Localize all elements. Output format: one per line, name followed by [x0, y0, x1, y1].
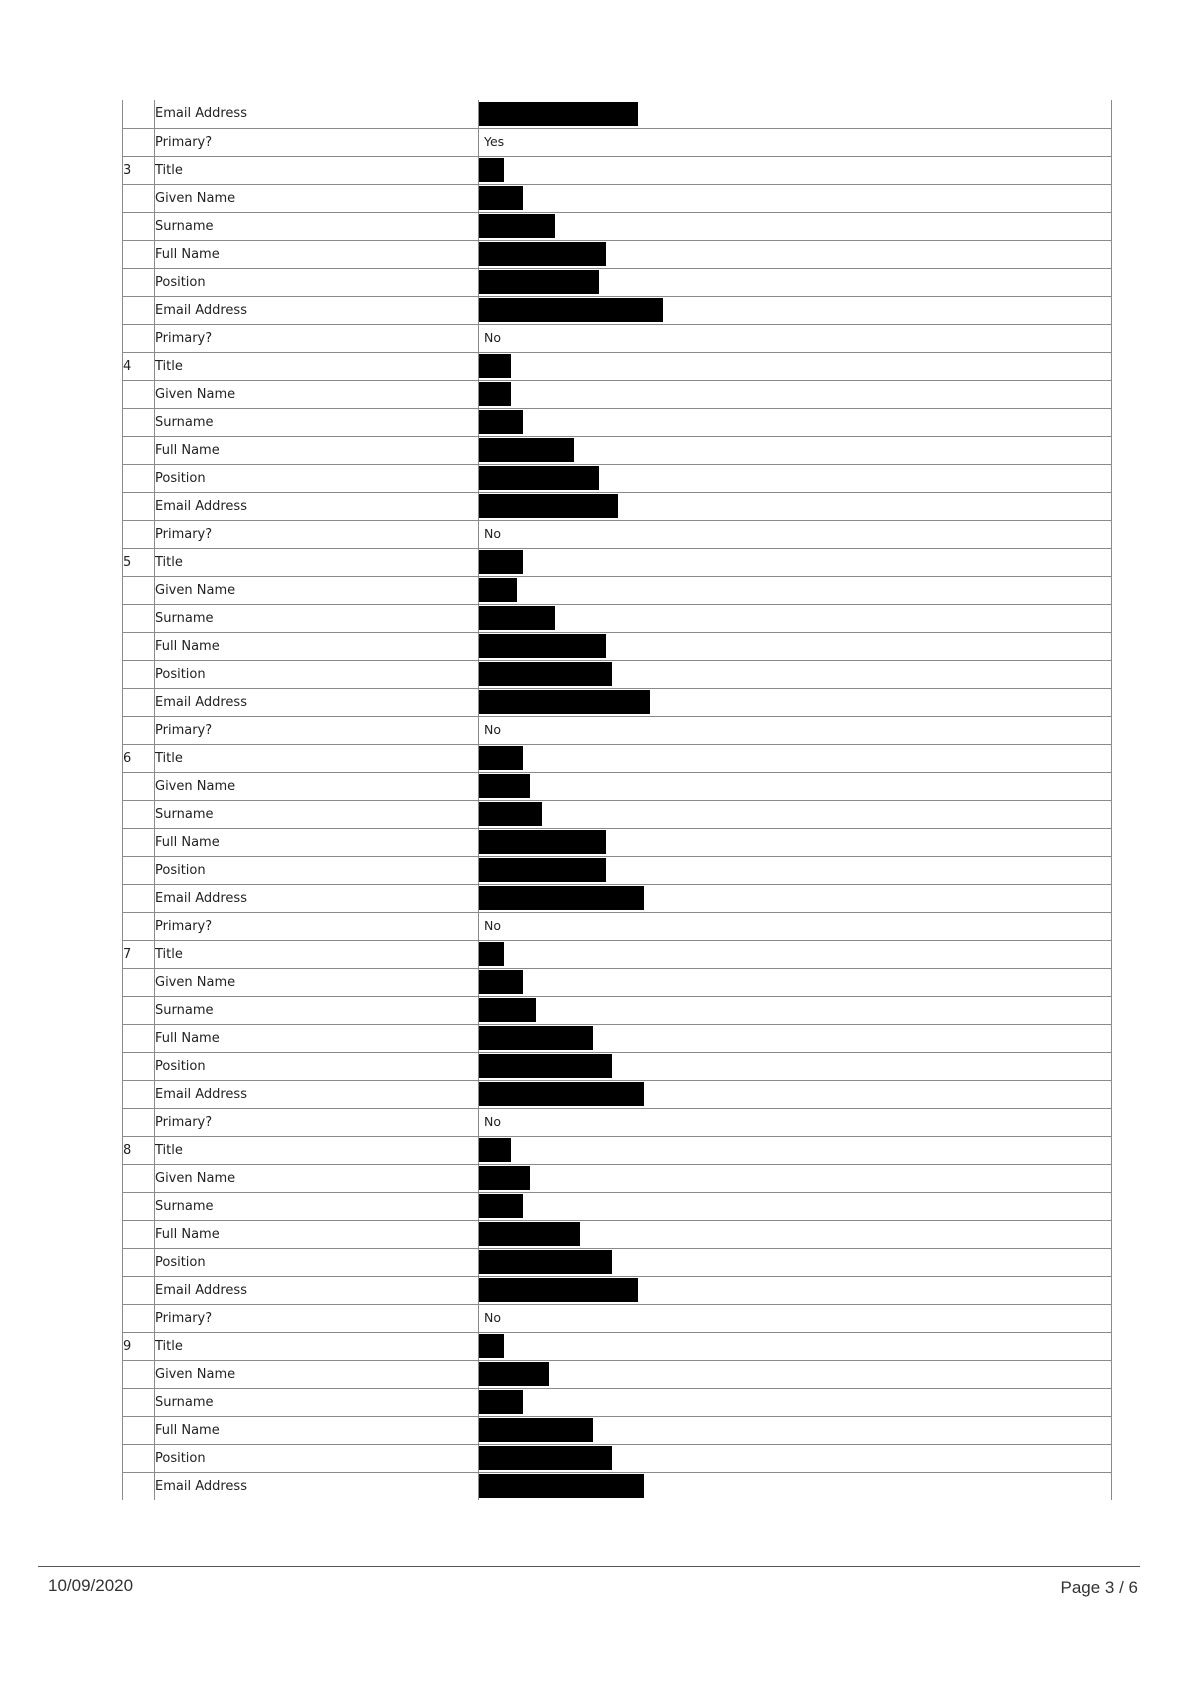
contact-number-cell: 3 [123, 156, 155, 184]
field-value-text: No [484, 330, 501, 345]
field-label-cell: Title [155, 1136, 479, 1164]
contact-number-cell [123, 1192, 155, 1220]
contact-number-cell [123, 1164, 155, 1192]
field-label-cell: Title [155, 744, 479, 772]
contact-number-cell [123, 1220, 155, 1248]
table-row [123, 632, 1112, 660]
field-label-cell: Given Name [155, 968, 479, 996]
table-row [123, 408, 1112, 436]
redaction-block [479, 662, 612, 686]
field-value-cell [479, 604, 1112, 632]
field-label-cell: Position [155, 1444, 479, 1472]
redaction-block [479, 802, 542, 826]
contact-number-cell [123, 1108, 155, 1136]
redaction-block [479, 550, 523, 574]
contact-number-cell [123, 1388, 155, 1416]
field-label-cell: Given Name [155, 772, 479, 800]
field-value-text: No [484, 722, 501, 737]
field-value-text: No [484, 918, 501, 933]
field-value-cell [479, 1472, 1112, 1500]
field-label-cell: Title [155, 156, 479, 184]
table-row [123, 1304, 1112, 1332]
field-label-cell: Surname [155, 1192, 479, 1220]
table-row [123, 940, 1112, 968]
contact-number-cell [123, 436, 155, 464]
field-value-cell [479, 1080, 1112, 1108]
footer-rule [38, 1566, 1140, 1567]
table-row [123, 604, 1112, 632]
table-row [123, 1052, 1112, 1080]
field-value-cell [479, 772, 1112, 800]
field-value-cell [479, 968, 1112, 996]
contact-number-cell [123, 240, 155, 268]
redaction-block [479, 774, 530, 798]
contacts-table-body [123, 100, 1112, 1500]
table-row [123, 184, 1112, 212]
field-label-cell: Position [155, 1052, 479, 1080]
field-value-cell [479, 660, 1112, 688]
field-label-cell: Given Name [155, 380, 479, 408]
field-value-cell [479, 1164, 1112, 1192]
redaction-block [479, 1082, 644, 1106]
page-number: Page 3 / 6 [1060, 1578, 1138, 1597]
table-row [123, 744, 1112, 772]
table-row [123, 156, 1112, 184]
table-row [123, 1108, 1112, 1136]
field-label-cell: Email Address [155, 1276, 479, 1304]
redaction-block [479, 270, 599, 294]
field-value-cell [479, 632, 1112, 660]
field-value-cell [479, 688, 1112, 716]
contact-number-cell [123, 464, 155, 492]
contact-number-cell [123, 1360, 155, 1388]
table-row [123, 1472, 1112, 1500]
contact-number-cell: 6 [123, 744, 155, 772]
field-label-cell: Given Name [155, 576, 479, 604]
field-label-cell: Full Name [155, 632, 479, 660]
field-value-cell [479, 548, 1112, 576]
field-label-cell: Primary? [155, 1304, 479, 1332]
field-value-cell [479, 1276, 1112, 1304]
field-value-cell [479, 408, 1112, 436]
field-label-cell: Surname [155, 1388, 479, 1416]
table-row [123, 884, 1112, 912]
field-value-text: No [484, 1114, 501, 1129]
redaction-block [479, 746, 523, 770]
redaction-block [479, 1054, 612, 1078]
field-label-cell: Surname [155, 408, 479, 436]
field-value-cell [479, 212, 1112, 240]
field-value-cell [479, 184, 1112, 212]
contact-number-cell [123, 716, 155, 744]
table-row [123, 716, 1112, 744]
field-label-cell: Full Name [155, 1024, 479, 1052]
contact-number-cell [123, 408, 155, 436]
field-value-cell [479, 940, 1112, 968]
redaction-block [479, 998, 536, 1022]
redaction-block [479, 1334, 504, 1358]
table-row [123, 296, 1112, 324]
contact-number-cell [123, 660, 155, 688]
redaction-block [479, 438, 574, 462]
field-label-cell: Primary? [155, 716, 479, 744]
field-label-cell: Position [155, 268, 479, 296]
table-row [123, 240, 1112, 268]
field-value-cell [479, 352, 1112, 380]
contact-number-cell [123, 100, 155, 128]
redaction-block [479, 1222, 580, 1246]
table-row [123, 1416, 1112, 1444]
redaction-block [479, 214, 555, 238]
contact-number-cell [123, 268, 155, 296]
field-value-cell [479, 324, 1112, 352]
redaction-block [479, 1194, 523, 1218]
contact-number-cell: 5 [123, 548, 155, 576]
field-value-cell [479, 156, 1112, 184]
field-value-cell [479, 828, 1112, 856]
contact-number-cell [123, 520, 155, 548]
redaction-block [479, 186, 523, 210]
table-row [123, 1164, 1112, 1192]
field-value-cell [479, 996, 1112, 1024]
redaction-block [479, 102, 638, 126]
field-value-cell [479, 1052, 1112, 1080]
redaction-block [479, 1446, 612, 1470]
field-value-cell [479, 436, 1112, 464]
field-value-cell [479, 296, 1112, 324]
redaction-block [479, 1362, 549, 1386]
field-value-cell [479, 1388, 1112, 1416]
field-value-cell [479, 1444, 1112, 1472]
contact-number-cell: 9 [123, 1332, 155, 1360]
table-row [123, 352, 1112, 380]
table-row [123, 464, 1112, 492]
contact-number-cell [123, 800, 155, 828]
contact-number-cell [123, 632, 155, 660]
redaction-block [479, 1026, 593, 1050]
table-row [123, 1136, 1112, 1164]
redaction-block [479, 1278, 638, 1302]
table-row [123, 800, 1112, 828]
redaction-block [479, 1166, 530, 1190]
redaction-block [479, 1390, 523, 1414]
field-value-cell [479, 380, 1112, 408]
redaction-block [479, 1250, 612, 1274]
table-row [123, 856, 1112, 884]
table-row [123, 1192, 1112, 1220]
table-row [123, 688, 1112, 716]
contact-number-cell [123, 184, 155, 212]
table-row [123, 1080, 1112, 1108]
field-label-cell: Full Name [155, 436, 479, 464]
table-row [123, 1388, 1112, 1416]
redaction-block [479, 606, 555, 630]
field-label-cell: Email Address [155, 100, 479, 128]
contact-number-cell [123, 856, 155, 884]
table-row [123, 380, 1112, 408]
table-row [123, 1360, 1112, 1388]
field-label-cell: Full Name [155, 1416, 479, 1444]
contact-number-cell [123, 772, 155, 800]
field-label-cell: Full Name [155, 1220, 479, 1248]
field-label-cell: Email Address [155, 1080, 479, 1108]
field-label-cell: Surname [155, 212, 479, 240]
contact-number-cell [123, 1444, 155, 1472]
field-label-cell: Given Name [155, 1164, 479, 1192]
table-row [123, 436, 1112, 464]
redaction-block [479, 858, 606, 882]
table-row [123, 660, 1112, 688]
table-row [123, 128, 1112, 156]
field-value-cell [479, 268, 1112, 296]
contact-number-cell [123, 828, 155, 856]
contact-number-cell [123, 1052, 155, 1080]
redaction-block [479, 382, 511, 406]
contact-number-cell [123, 324, 155, 352]
field-value-cell [479, 1024, 1112, 1052]
redaction-block [479, 1138, 511, 1162]
field-value-cell [479, 856, 1112, 884]
contact-number-cell: 7 [123, 940, 155, 968]
field-label-cell: Given Name [155, 1360, 479, 1388]
field-value-cell [479, 1220, 1112, 1248]
table-row [123, 1276, 1112, 1304]
field-value-cell [479, 716, 1112, 744]
contact-number-cell [123, 1276, 155, 1304]
field-value-cell [479, 576, 1112, 604]
table-row [123, 1248, 1112, 1276]
field-label-cell: Email Address [155, 884, 479, 912]
field-value-cell [479, 744, 1112, 772]
field-value-cell [479, 1304, 1112, 1332]
field-label-cell: Surname [155, 604, 479, 632]
redaction-block [479, 410, 523, 434]
table-row [123, 492, 1112, 520]
contact-number-cell [123, 688, 155, 716]
contact-number-cell [123, 884, 155, 912]
redaction-block [479, 942, 504, 966]
field-label-cell: Email Address [155, 296, 479, 324]
table-row [123, 1024, 1112, 1052]
field-value-text: No [484, 1310, 501, 1325]
table-row [123, 828, 1112, 856]
field-label-cell: Primary? [155, 324, 479, 352]
field-value-cell [479, 800, 1112, 828]
redaction-block [479, 298, 663, 322]
redaction-block [479, 466, 599, 490]
contact-number-cell [123, 1416, 155, 1444]
redaction-block [479, 354, 511, 378]
field-label-cell: Email Address [155, 492, 479, 520]
table-row [123, 324, 1112, 352]
redaction-block [479, 634, 606, 658]
field-value-cell [479, 1332, 1112, 1360]
contact-number-cell [123, 1248, 155, 1276]
redaction-block [479, 494, 618, 518]
field-label-cell: Primary? [155, 128, 479, 156]
field-value-cell [479, 492, 1112, 520]
contact-number-cell [123, 576, 155, 604]
table-row [123, 1444, 1112, 1472]
contact-number-cell: 8 [123, 1136, 155, 1164]
field-label-cell: Given Name [155, 184, 479, 212]
field-label-cell: Title [155, 352, 479, 380]
field-value-cell [479, 912, 1112, 940]
table-row [123, 576, 1112, 604]
redaction-block [479, 578, 517, 602]
field-value-cell [479, 464, 1112, 492]
field-label-cell: Primary? [155, 520, 479, 548]
field-label-cell: Title [155, 548, 479, 576]
contact-number-cell: 4 [123, 352, 155, 380]
field-value-cell [479, 1108, 1112, 1136]
field-label-cell: Full Name [155, 240, 479, 268]
contact-number-cell [123, 912, 155, 940]
contact-number-cell [123, 1472, 155, 1500]
footer-date: 10/09/2020 [48, 1576, 134, 1595]
redaction-block [479, 1474, 644, 1498]
table-row [123, 1332, 1112, 1360]
contact-number-cell [123, 996, 155, 1024]
contacts-table [122, 100, 1112, 1500]
field-value-cell [479, 884, 1112, 912]
contact-number-cell [123, 1304, 155, 1332]
table-row [123, 520, 1112, 548]
field-label-cell: Primary? [155, 912, 479, 940]
redaction-block [479, 242, 606, 266]
table-row [123, 548, 1112, 576]
table-row [123, 212, 1112, 240]
field-value-text: Yes [484, 134, 505, 149]
redaction-block [479, 1418, 593, 1442]
field-value-cell [479, 128, 1112, 156]
redaction-block [479, 690, 650, 714]
field-value-cell [479, 100, 1112, 128]
table-row [123, 100, 1112, 128]
contact-number-cell [123, 1024, 155, 1052]
contact-number-cell [123, 492, 155, 520]
redaction-block [479, 970, 523, 994]
field-label-cell: Surname [155, 800, 479, 828]
table-row [123, 1220, 1112, 1248]
table-row [123, 912, 1112, 940]
contact-number-cell [123, 212, 155, 240]
contact-number-cell [123, 1080, 155, 1108]
table-row [123, 268, 1112, 296]
field-label-cell: Email Address [155, 1472, 479, 1500]
field-label-cell: Title [155, 1332, 479, 1360]
field-label-cell: Position [155, 856, 479, 884]
contact-number-cell [123, 968, 155, 996]
field-value-cell [479, 1416, 1112, 1444]
field-label-cell: Position [155, 1248, 479, 1276]
field-value-text: No [484, 526, 501, 541]
field-label-cell: Position [155, 464, 479, 492]
field-value-cell [479, 1360, 1112, 1388]
field-label-cell: Primary? [155, 1108, 479, 1136]
table-row [123, 968, 1112, 996]
field-label-cell: Surname [155, 996, 479, 1024]
field-value-cell [479, 240, 1112, 268]
contact-number-cell [123, 604, 155, 632]
field-value-cell [479, 1248, 1112, 1276]
field-value-cell [479, 1136, 1112, 1164]
redaction-block [479, 830, 606, 854]
table-row [123, 996, 1112, 1024]
table-row [123, 772, 1112, 800]
contact-number-cell [123, 296, 155, 324]
contact-number-cell [123, 128, 155, 156]
redaction-block [479, 158, 504, 182]
contact-number-cell [123, 380, 155, 408]
redaction-block [479, 886, 644, 910]
field-label-cell: Email Address [155, 688, 479, 716]
field-label-cell: Position [155, 660, 479, 688]
field-label-cell: Title [155, 940, 479, 968]
field-label-cell: Full Name [155, 828, 479, 856]
field-value-cell [479, 520, 1112, 548]
field-value-cell [479, 1192, 1112, 1220]
